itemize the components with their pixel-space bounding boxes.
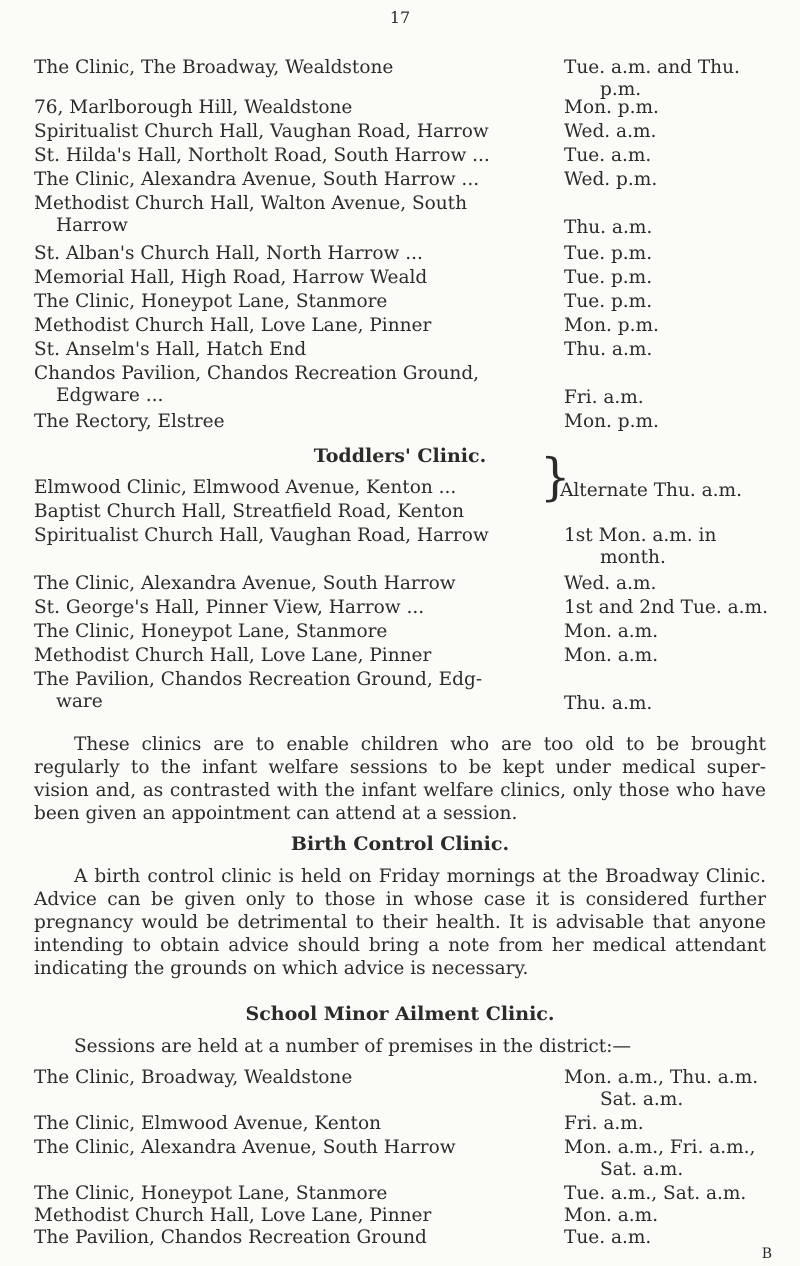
session-time: Tue. a.m. <box>564 145 652 166</box>
location: Spiritualist Church Hall, Vaughan Road, Harrow <box>34 121 489 142</box>
location: The Clinic, Broadway, Wealdstone <box>34 1067 353 1088</box>
session-time: 1st and 2nd Tue. a.m. <box>564 597 768 618</box>
location: Methodist Church Hall, Love Lane, Pinner <box>34 315 432 336</box>
location: The Clinic, Honeypot Lane, Stanmore <box>34 621 388 642</box>
session-time: Wed. a.m. <box>564 573 657 594</box>
location: The Clinic, The Broadway, Wealdstone <box>34 57 394 78</box>
location: Chandos Pavilion, Chandos Recreation Ground, <box>34 363 480 384</box>
location: Spiritualist Church Hall, Vaughan Road, Harrow <box>34 525 489 546</box>
location: The Clinic, Honeypot Lane, Stanmore <box>34 1183 388 1204</box>
location: The Rectory, Elstree <box>34 411 225 432</box>
location: St. Alban's Church Hall, North Harrow ... <box>34 243 423 264</box>
location: Methodist Church Hall, Walton Avenue, South <box>34 193 468 214</box>
session-time: Wed. p.m. <box>564 169 658 190</box>
school-minor-heading: School Minor Ailment Clinic. <box>245 1003 555 1025</box>
session-time: Mon. a.m. <box>564 621 659 642</box>
location: The Pavilion, Chandos Recreation Ground, Edg- <box>34 669 483 690</box>
location-cont: Harrow <box>56 215 128 236</box>
session-time-cont: p.m. <box>600 79 642 100</box>
session-time: Mon. a.m., Thu. a.m. <box>564 1067 759 1088</box>
brace-icon: } <box>540 447 571 507</box>
session-time: Wed. a.m. <box>564 121 657 142</box>
alternate-session: Alternate Thu. a.m. <box>560 480 742 501</box>
location: The Clinic, Alexandra Avenue, South Harrow ... <box>34 169 480 190</box>
session-time: Tue. p.m. <box>564 243 653 264</box>
birth-control-heading: Birth Control Clinic. <box>290 833 510 855</box>
session-time-cont: Sat. a.m. <box>600 1089 684 1110</box>
toddlers-heading: Toddlers' Clinic. <box>313 445 487 467</box>
signature-mark: B <box>761 1246 772 1262</box>
session-time-cont: Sat. a.m. <box>600 1159 684 1180</box>
location: Elmwood Clinic, Elmwood Avenue, Kenton ... <box>34 477 457 498</box>
location-cont: ware <box>56 691 103 712</box>
session-time: Mon. p.m. <box>564 97 659 118</box>
toddlers-paragraph: These clinics are to enable children who are too old to be brought regularly to the infant welfare sessions to be kept under medical super- vision and, as contrasted with the infant welfare clinics, only those who have been given an appointment can attend at a session. <box>34 734 766 824</box>
session-time: Fri. a.m. <box>564 387 644 408</box>
session-time: Tue. a.m., Sat. a.m. <box>564 1183 747 1204</box>
location: St. George's Hall, Pinner View, Harrow ... <box>34 597 425 618</box>
session-time: Thu. a.m. <box>564 693 653 714</box>
location: St. Anselm's Hall, Hatch End <box>34 339 307 360</box>
school-minor-intro: Sessions are held at a number of premises in the district:— <box>74 1036 631 1057</box>
session-time: Tue. a.m. and Thu. <box>564 57 740 78</box>
session-time: 1st Mon. a.m. in <box>564 525 717 546</box>
session-time-cont: month. <box>600 547 666 568</box>
session-time: Mon. p.m. <box>564 411 659 432</box>
location: Methodist Church Hall, Love Lane, Pinner <box>34 1205 432 1226</box>
location: 76, Marlborough Hill, Wealdstone <box>34 97 353 118</box>
location: The Pavilion, Chandos Recreation Ground <box>34 1227 427 1248</box>
location: The Clinic, Alexandra Avenue, South Harrow <box>34 573 456 594</box>
birth-control-paragraph: A birth control clinic is held on Friday mornings at the Broadway Clinic. Advice can be given only to those in whose case it is considered further pregnancy would be detrimental to their health. It is advisable that anyone intending to obtain advice should bring a note from her medical attendant indicating the grounds on which advice is necessary. <box>34 866 766 979</box>
session-time: Mon. a.m., Fri. a.m., <box>564 1137 756 1158</box>
location: The Clinic, Honeypot Lane, Stanmore <box>34 291 388 312</box>
session-time: Tue. a.m. <box>564 1227 652 1248</box>
session-time: Mon. a.m. <box>564 1205 659 1226</box>
location: Baptist Church Hall, Streatfield Road, Kenton <box>34 501 465 522</box>
session-time: Tue. p.m. <box>564 291 653 312</box>
session-time: Thu. a.m. <box>564 217 653 238</box>
session-time: Mon. a.m. <box>564 645 659 666</box>
location: The Clinic, Elmwood Avenue, Kenton <box>34 1113 382 1134</box>
page-number: 17 <box>389 8 411 27</box>
session-time: Tue. p.m. <box>564 267 653 288</box>
session-time: Fri. a.m. <box>564 1113 644 1134</box>
location: The Clinic, Alexandra Avenue, South Harrow <box>34 1137 456 1158</box>
session-time: Thu. a.m. <box>564 339 653 360</box>
location: Methodist Church Hall, Love Lane, Pinner <box>34 645 432 666</box>
location: St. Hilda's Hall, Northolt Road, South Harrow ... <box>34 145 490 166</box>
location: Memorial Hall, High Road, Harrow Weald <box>34 267 428 288</box>
location-cont: Edgware ... <box>56 385 164 406</box>
session-time: Mon. p.m. <box>564 315 659 336</box>
